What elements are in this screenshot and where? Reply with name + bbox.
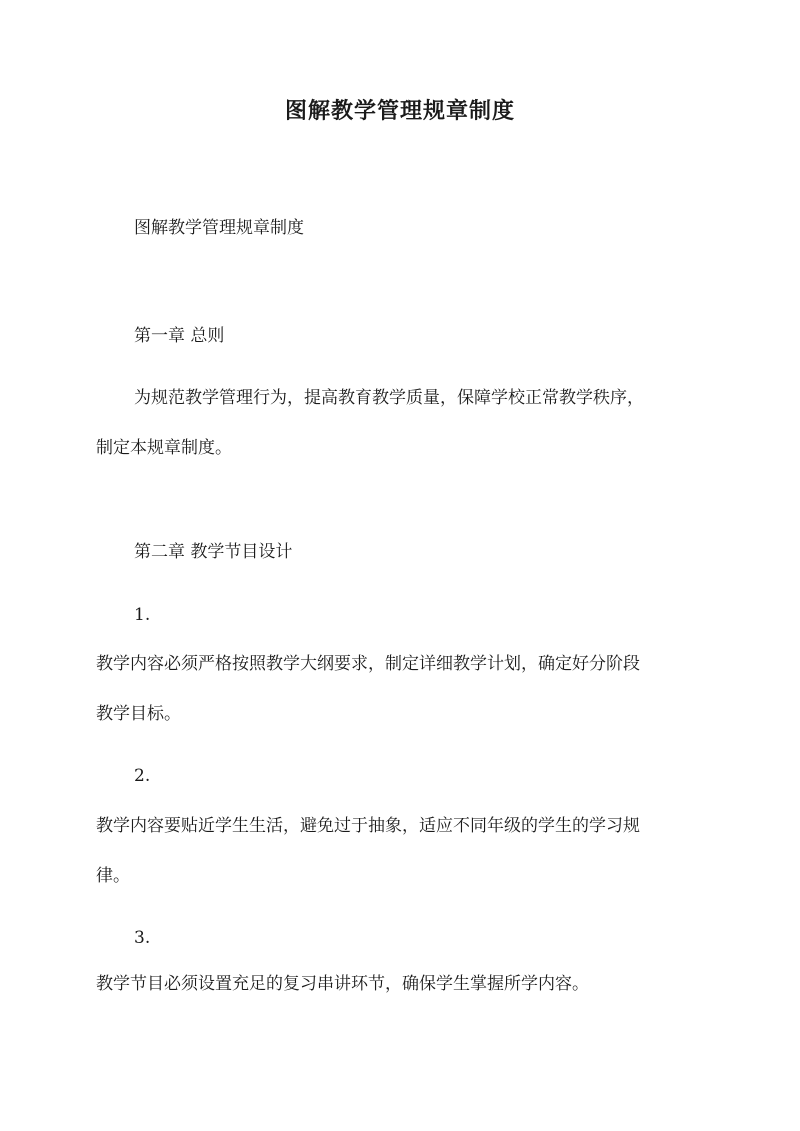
page-title: 图解教学管理规章制度: [284, 98, 515, 124]
document-subtitle: 图解教学管理规章制度: [134, 218, 304, 238]
item-1-text-line-1: 教学内容必须严格按照教学大纲要求，制定详细教学计划，确定好分阶段: [96, 654, 640, 674]
item-3-number: 3.: [134, 928, 151, 948]
item-2-text-line-1: 教学内容要贴近学生生活，避免过于抽象，适应不同年级的学生的学习规: [96, 816, 640, 836]
item-1-text-line-2: 教学目标。: [96, 704, 181, 724]
chapter-1-paragraph-line-2: 制定本规章制度。: [96, 438, 232, 458]
chapter-2-heading: 第二章 教学节目设计: [134, 542, 293, 562]
item-2-number: 2.: [134, 766, 151, 786]
chapter-1-heading: 第一章 总则: [134, 326, 225, 346]
chapter-1-paragraph-line-1: 为规范教学管理行为，提高教育教学质量，保障学校正常教学秩序，: [134, 388, 644, 408]
item-2-text-line-2: 律。: [96, 866, 130, 886]
item-1-number: 1.: [134, 605, 151, 625]
item-3-text-line-1: 教学节目必须设置充足的复习串讲环节，确保学生掌握所学内容。: [96, 974, 589, 994]
